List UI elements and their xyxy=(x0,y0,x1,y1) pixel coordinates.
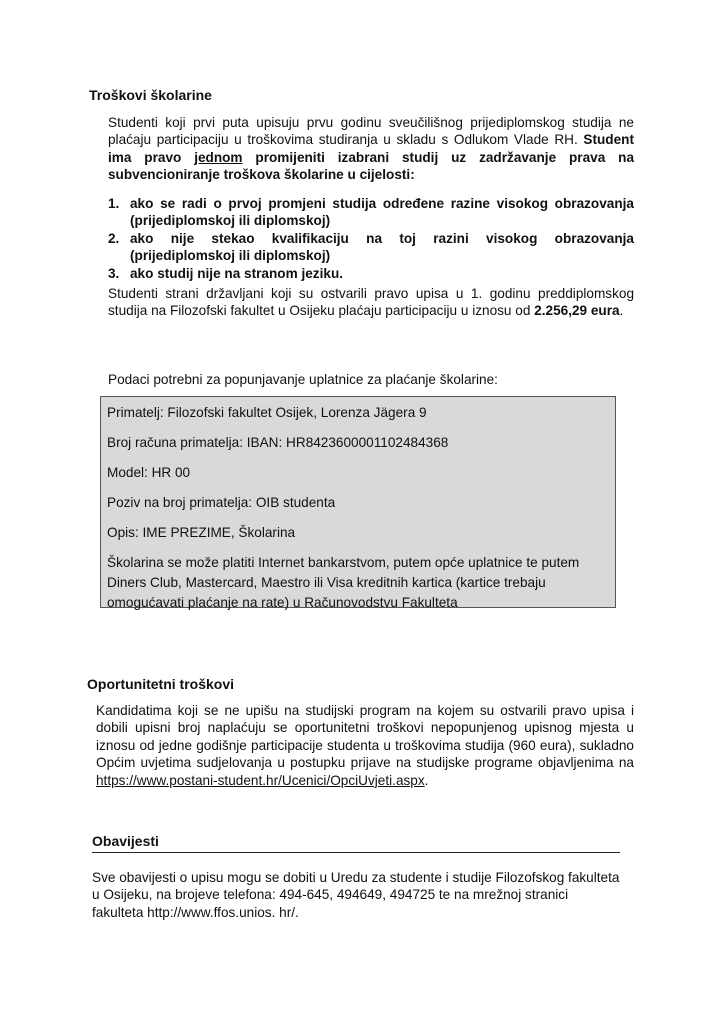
condition-number: 1. xyxy=(108,196,120,211)
tuition-intro-text: Studenti koji prvi puta upisuju prvu godinu sveučilišnog prijediplomskog studija ne plaćaju participaciju u troškovima studiranja u skladu s Odlukom Vlade RH. xyxy=(108,115,634,148)
payment-intro: Podaci potrebni za popunjavanje uplatnice za plaćanje školarine: xyxy=(108,372,498,387)
payment-iban: Broj računa primatelja: IBAN: HR8423600001102484368 xyxy=(107,435,449,450)
foreign-amount: 2.256,29 eura xyxy=(534,303,620,319)
tuition-right-text-a: Student ima pravo xyxy=(108,132,634,165)
foreign-students-paragraph xyxy=(108,285,634,320)
payment-reference: Poziv na broj primatelja: OIB studenta xyxy=(107,495,336,510)
opportunity-paragraph xyxy=(96,702,634,789)
foreign-students-text: Studenti strani državljani koji su ostvarili pravo upisa u 1. godinu preddiplomskog studija na Filozofski fakultet u Osijeku plaćaju participaciju u iznosu od xyxy=(108,286,634,319)
tuition-heading: Troškovi školarine xyxy=(89,87,212,103)
tuition-paragraph xyxy=(108,114,634,184)
opportunity-end: . xyxy=(424,772,429,788)
conditions-list xyxy=(108,195,634,282)
condition-text: ako se radi o prvoj promjeni studija određene razine visokog obrazovanja (prijediplomskoj ili diplomskoj) xyxy=(130,196,634,229)
opportunity-heading: Oportunitetni troškovi xyxy=(87,676,234,692)
condition-item xyxy=(108,195,634,230)
payment-info-box xyxy=(100,396,616,608)
condition-item xyxy=(108,230,634,265)
tuition-right-once: jednom xyxy=(194,149,243,165)
opcii-uvjeti-link[interactable]: https://www.postani-student.hr/Ucenici/OpciUvjeti.aspx xyxy=(96,772,425,788)
notices-heading: Obavijesti xyxy=(92,833,159,849)
payment-recipient: Primatelj: Filozofski fakultet Osijek, Lorenza Jägera 9 xyxy=(107,405,427,420)
payment-model: Model: HR 00 xyxy=(107,465,191,480)
notices-divider xyxy=(92,852,620,853)
condition-number: 2. xyxy=(108,230,120,246)
condition-text: ako nije stekao kvalifikaciju na toj razini visokog obrazovanja (prijediplomskoj ili diplomskoj) xyxy=(130,230,634,264)
payment-methods: Školarina se može platiti Internet bankarstvom, putem opće uplatnice te putem Diners Club, Mastercard, Maestro ili Visa kreditnih kartica (kartice trebaju omogućavati plaćanje na rate) u Računovodstvu Fakulteta xyxy=(107,555,580,610)
payment-description: Opis: IME PREZIME, Školarina xyxy=(107,525,296,540)
condition-item xyxy=(108,265,634,282)
tuition-right-text-b: promijeniti izabrani studij uz zadržavanje prava na subvencioniranje troškova školarine u cijelosti: xyxy=(108,149,635,183)
notices-paragraph: Sve obavijesti o upisu mogu se dobiti u Uredu za studente i studije Filozofskog fakulteta u Osijeku, na brojeve telefona: 494-645, 494649, 494725 te na mrežnoj stranici fakulteta http://www.ffos.unios. hr/. xyxy=(92,870,620,920)
foreign-end: . xyxy=(619,303,624,319)
opportunity-text: Kandidatima koji se ne upišu na studijski program na kojem su ostvarili pravo upisa i dobili upisni broj naplaćuju se oportunitetni troškovi nepopunjenog upisnog mjesta u iznosu od jedne godišnje participacije studenta u troškovima studija (960 eura), sukladno Općim uvjetima sudjelovanja u postupku prijave na studijske programe objavljenima na xyxy=(96,703,634,771)
condition-number: 3. xyxy=(108,265,120,281)
condition-text: ako studij nije na stranom jeziku. xyxy=(130,265,344,281)
